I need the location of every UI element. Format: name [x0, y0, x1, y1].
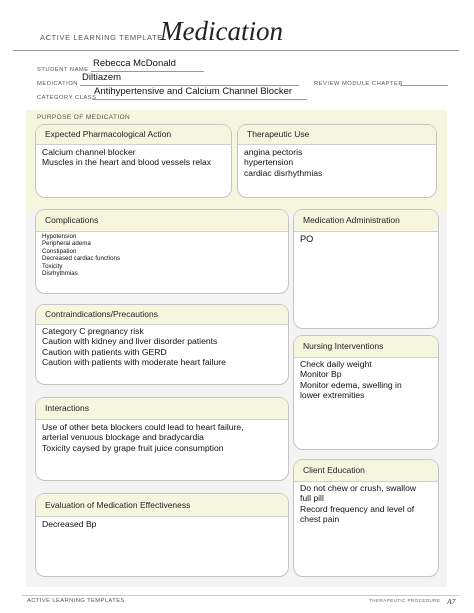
header-divider [13, 50, 459, 51]
footer-right-label: THERAPEUTIC PROCEDURE [369, 598, 441, 603]
nursing-interventions-line: lower extremities [300, 390, 365, 401]
complications-content[interactable] [42, 233, 284, 277]
evaluation-box [35, 493, 289, 577]
interactions-content[interactable] [42, 422, 284, 453]
footer-left-label: ACTIVE LEARNING TEMPLATES [27, 598, 125, 604]
nursing-interventions-line: Check daily weight [300, 359, 372, 369]
complications-line: Constipation [42, 247, 77, 255]
expected-action-line: Calcium channel blocker [42, 147, 136, 157]
therapeutic-use-title: Therapeutic Use [238, 125, 436, 145]
evaluation-title: Evaluation of Medication Effectiveness [36, 494, 288, 517]
interactions-line: Use of other beta blockers could lead to heart failure, [42, 422, 244, 432]
purpose-title: PURPOSE OF MEDICATION [37, 114, 131, 121]
medication-value[interactable]: Diltiazem [82, 72, 122, 83]
complications-line: Peripheral adema [42, 240, 91, 248]
nursing-interventions-box [293, 335, 439, 450]
page-number: A7 [447, 597, 456, 606]
contraindications-line: Caution with patients with moderate heart failure [42, 357, 226, 368]
template-label: ACTIVE LEARNING TEMPLATE: [40, 33, 166, 42]
contraindications-line: Caution with kidney and liver disorder patients [42, 336, 218, 347]
contraindications-line: Caution with patients with GERD [42, 346, 167, 357]
interactions-line: Toxicity caysed by grape fruit juice consumption [42, 442, 224, 453]
client-education-line: Record frequency and level of [300, 503, 415, 514]
complications-box [35, 209, 289, 294]
student-name-label: STUDENT NAME [37, 67, 89, 73]
medication-administration-content[interactable] [300, 234, 434, 245]
complications-line: Disrhythmias [42, 270, 78, 278]
category-class-line [92, 99, 307, 100]
client-education-box [293, 459, 439, 577]
expected-action-title: Expected Pharmacological Action [36, 125, 231, 145]
interactions-box [35, 397, 289, 481]
client-education-line: Do not chew or crush, swallow [300, 483, 417, 493]
therapeutic-use-line: angina pectoris [244, 147, 303, 157]
therapeutic-use-box [237, 124, 437, 198]
student-name-value[interactable]: Rebecca McDonald [93, 58, 176, 69]
category-class-value[interactable]: Antihypertensive and Calcium Channel Blocker [94, 86, 293, 97]
medication-administration-line: PO [300, 234, 314, 244]
footer-divider [22, 595, 459, 596]
nursing-interventions-content[interactable] [300, 359, 434, 401]
medication-label: MEDICATION [37, 81, 78, 87]
category-class-label: CATEGORY CLASS [37, 95, 97, 101]
review-module-label: REVIEW MODULE CHAPTER [314, 81, 404, 87]
complications-line: Toxicity [42, 262, 63, 270]
nursing-interventions-title: Nursing Interventions [294, 336, 438, 358]
contraindications-title: Contraindications/Precautions [36, 305, 288, 325]
complications-line: Decreased cardiac functions [42, 255, 121, 263]
interactions-line: arterial venuous blockage and bradycardia [42, 432, 204, 443]
medication-administration-box [293, 209, 439, 329]
therapeutic-use-line: cardiac disrhythmias [244, 167, 323, 178]
expected-action-content[interactable] [42, 147, 227, 168]
review-module-line [400, 85, 448, 86]
contraindications-box [35, 304, 289, 385]
expected-action-line: Muscles in the heart and blood vessels relax [42, 157, 212, 168]
expected-action-box [35, 124, 232, 198]
client-education-line: full pill [300, 493, 324, 504]
contraindications-line: Category C pregnancy risk [42, 326, 144, 336]
client-education-title: Client Education [294, 460, 438, 482]
interactions-title: Interactions [36, 398, 288, 420]
therapeutic-use-line: hypertension [244, 157, 294, 168]
client-education-content[interactable] [300, 483, 434, 525]
nursing-interventions-line: Monitor Bp [300, 369, 342, 380]
client-education-line: chest pain [300, 514, 340, 525]
nursing-interventions-line: Monitor edema, swelling in [300, 379, 402, 390]
medication-administration-title: Medication Administration [294, 210, 438, 232]
therapeutic-use-content[interactable] [244, 147, 432, 178]
page-title: Medication [160, 16, 283, 46]
complications-title: Complications [36, 210, 288, 232]
evaluation-content[interactable] [42, 519, 284, 529]
complications-line: Hypotension [42, 233, 77, 240]
contraindications-content[interactable] [42, 326, 284, 368]
evaluation-line: Decreased Bp [42, 519, 97, 529]
